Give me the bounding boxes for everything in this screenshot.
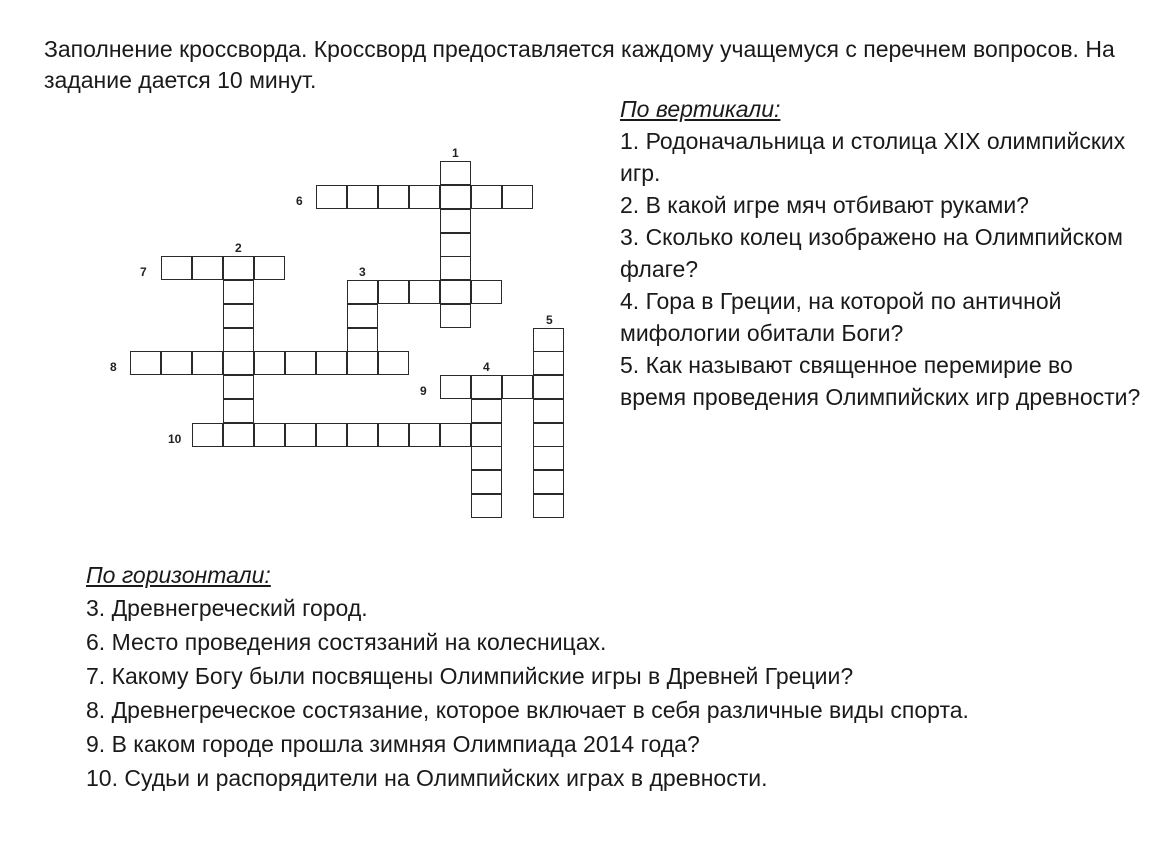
crossword-cell[interactable] bbox=[223, 351, 254, 375]
crossword-cell[interactable] bbox=[192, 351, 223, 375]
crossword-cell[interactable] bbox=[285, 351, 316, 375]
horizontal-clue-3: 3. Древнегреческий город. bbox=[86, 595, 368, 621]
crossword-cell[interactable] bbox=[347, 328, 378, 352]
crossword-cell[interactable] bbox=[223, 328, 254, 352]
crossword-cell[interactable] bbox=[440, 161, 471, 185]
crossword-cell[interactable] bbox=[471, 399, 502, 423]
crossword-cell[interactable] bbox=[192, 423, 223, 447]
crossword-cell[interactable] bbox=[223, 423, 254, 447]
crossword-cell[interactable] bbox=[533, 494, 564, 518]
crossword-cell[interactable] bbox=[254, 423, 285, 447]
crossword-cell[interactable] bbox=[409, 185, 440, 209]
crossword-cell[interactable] bbox=[161, 256, 192, 280]
crossword-cell[interactable] bbox=[254, 256, 285, 280]
horizontal-clue-7: 7. Какому Богу были посвящены Олимпийские игры в Древней Греции? bbox=[86, 663, 854, 689]
crossword-cell[interactable] bbox=[347, 351, 378, 375]
clue-number-2: 2 bbox=[235, 241, 242, 255]
horizontal-clue-6: 6. Место проведения состязаний на колесницах. bbox=[86, 629, 607, 655]
crossword-cell[interactable] bbox=[347, 185, 378, 209]
crossword-cell[interactable] bbox=[440, 375, 471, 399]
crossword-cell[interactable] bbox=[223, 256, 254, 280]
vertical-clue-4: 4. Гора в Греции, на которой по античной мифологии обитали Боги? bbox=[620, 288, 1062, 346]
crossword-cell[interactable] bbox=[471, 494, 502, 518]
crossword-cell[interactable] bbox=[161, 351, 192, 375]
crossword-cell[interactable] bbox=[223, 375, 254, 399]
crossword-cell[interactable] bbox=[533, 375, 564, 399]
crossword-cell[interactable] bbox=[440, 423, 471, 447]
clue-number-5: 5 bbox=[546, 313, 553, 327]
clue-number-3: 3 bbox=[359, 265, 366, 279]
clue-number-8: 8 bbox=[110, 360, 117, 374]
crossword-cell[interactable] bbox=[533, 328, 564, 352]
crossword-cell[interactable] bbox=[347, 280, 378, 304]
horizontal-clue-8: 8. Древнегреческое состязание, которое включает в себя различные виды спорта. bbox=[86, 697, 969, 723]
vertical-clue-2: 2. В какой игре мяч отбивают руками? bbox=[620, 192, 1029, 218]
crossword-cell[interactable] bbox=[533, 399, 564, 423]
crossword-cell[interactable] bbox=[533, 446, 564, 470]
crossword-cell[interactable] bbox=[223, 304, 254, 328]
crossword-cell[interactable] bbox=[440, 256, 471, 280]
crossword-cell[interactable] bbox=[471, 375, 502, 399]
crossword-cell[interactable] bbox=[223, 280, 254, 304]
intro-text: Заполнение кроссворда. Кроссворд предоставляется каждому учащемуся с перечнем вопросов. На задание дается 10 минут. bbox=[44, 36, 1115, 93]
crossword-cell[interactable] bbox=[316, 185, 347, 209]
crossword-cell[interactable] bbox=[440, 304, 471, 328]
clue-number-9: 9 bbox=[420, 384, 427, 398]
clue-number-1: 1 bbox=[452, 146, 459, 160]
crossword-cell[interactable] bbox=[347, 304, 378, 328]
crossword-cell[interactable] bbox=[130, 351, 161, 375]
crossword-cell[interactable] bbox=[533, 423, 564, 447]
crossword-cell[interactable] bbox=[378, 185, 409, 209]
vertical-clue-1: 1. Родоначальница и столица XIX олимпийских игр. bbox=[620, 128, 1126, 186]
clue-number-4: 4 bbox=[483, 360, 490, 374]
vertical-clue-5: 5. Как называют священное перемирие во время проведения Олимпийских игр древности? bbox=[620, 352, 1141, 410]
crossword-cell[interactable] bbox=[378, 351, 409, 375]
crossword-cell[interactable] bbox=[409, 280, 440, 304]
crossword-cell[interactable] bbox=[378, 280, 409, 304]
clue-number-10: 10 bbox=[168, 432, 182, 446]
crossword-cell[interactable] bbox=[316, 423, 347, 447]
crossword-cell[interactable] bbox=[440, 209, 471, 233]
crossword-cell[interactable] bbox=[316, 351, 347, 375]
crossword-cell[interactable] bbox=[347, 423, 378, 447]
crossword-cell[interactable] bbox=[223, 399, 254, 423]
crossword-cell[interactable] bbox=[471, 280, 502, 304]
crossword-cell[interactable] bbox=[285, 423, 316, 447]
crossword-cell[interactable] bbox=[440, 185, 471, 209]
clue-number-6: 6 bbox=[296, 194, 303, 208]
crossword-cell[interactable] bbox=[378, 423, 409, 447]
vertical-heading: По вертикали: bbox=[620, 96, 781, 122]
crossword-cell[interactable] bbox=[254, 351, 285, 375]
crossword-cell[interactable] bbox=[502, 375, 533, 399]
crossword-cell[interactable] bbox=[471, 423, 502, 447]
crossword-cell[interactable] bbox=[471, 470, 502, 494]
crossword-cell[interactable] bbox=[409, 423, 440, 447]
vertical-clue-3: 3. Сколько колец изображено на Олимпийском флаге? bbox=[620, 224, 1123, 282]
crossword-cell[interactable] bbox=[440, 280, 471, 304]
horizontal-clues bbox=[86, 559, 1126, 795]
crossword-cell[interactable] bbox=[502, 185, 533, 209]
vertical-clues bbox=[620, 93, 1145, 413]
horizontal-clue-10: 10. Судьи и распорядители на Олимпийских играх в древности. bbox=[86, 765, 768, 791]
crossword-cell[interactable] bbox=[192, 256, 223, 280]
crossword-cell[interactable] bbox=[471, 185, 502, 209]
crossword-cell[interactable] bbox=[533, 470, 564, 494]
crossword-cell[interactable] bbox=[533, 351, 564, 375]
crossword-cell[interactable] bbox=[471, 446, 502, 470]
horizontal-heading: По горизонтали: bbox=[86, 562, 271, 588]
crossword-cell[interactable] bbox=[440, 233, 471, 257]
horizontal-clue-9: 9. В каком городе прошла зимняя Олимпиада 2014 года? bbox=[86, 731, 700, 757]
clue-number-7: 7 bbox=[140, 265, 147, 279]
